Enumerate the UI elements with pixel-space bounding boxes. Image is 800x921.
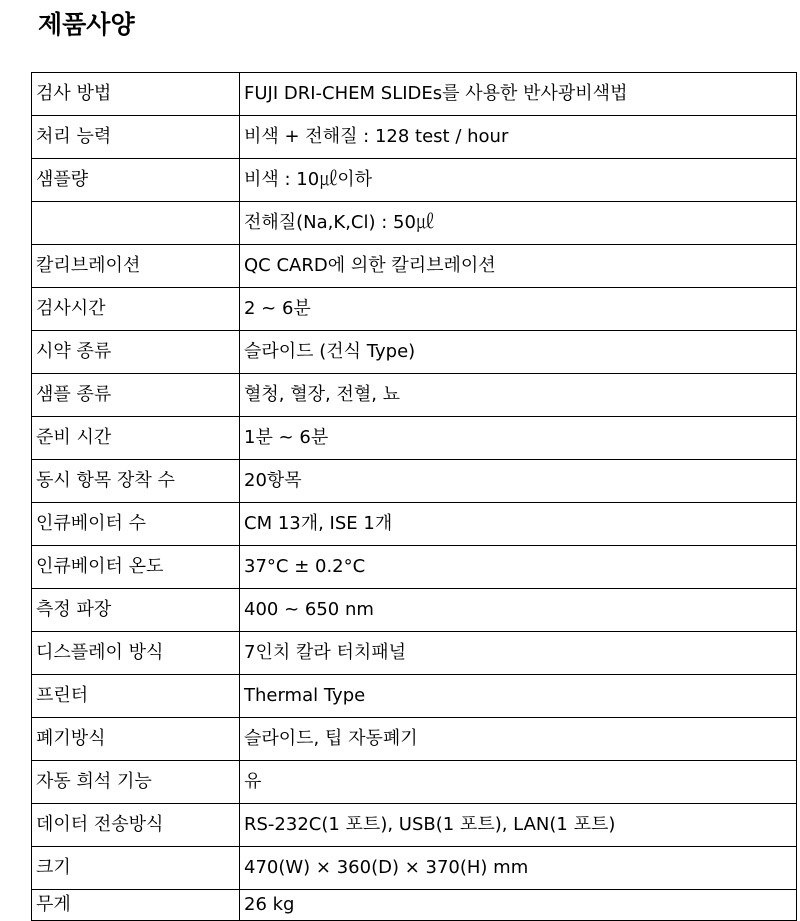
spec-value: 비색 : 10㎕이하 [240, 159, 797, 202]
table-row [32, 503, 797, 546]
spec-label: 샘플량 [32, 159, 240, 202]
spec-label: 데이터 전송방식 [32, 804, 240, 847]
spec-label: 처리 능력 [32, 116, 240, 159]
spec-label: 샘플 종류 [32, 374, 240, 417]
spec-value: CM 13개, ISE 1개 [240, 503, 797, 546]
spec-value: 비색 + 전해질 : 128 test / hour [240, 116, 797, 159]
spec-value: 1분 ~ 6분 [240, 417, 797, 460]
spec-label: 인큐베이터 수 [32, 503, 240, 546]
spec-label [32, 202, 240, 245]
spec-value: 26 kg [240, 890, 797, 921]
spec-value: 슬라이드, 팁 자동폐기 [240, 718, 797, 761]
table-row [32, 331, 797, 374]
table-row [32, 460, 797, 503]
spec-label: 크기 [32, 847, 240, 890]
table-row [32, 546, 797, 589]
spec-label: 시약 종류 [32, 331, 240, 374]
table-row [32, 73, 797, 116]
spec-value: 슬라이드 (건식 Type) [240, 331, 797, 374]
spec-table [31, 72, 797, 921]
spec-label: 폐기방식 [32, 718, 240, 761]
table-row [32, 632, 797, 675]
table-row [32, 890, 797, 921]
spec-value: 유 [240, 761, 797, 804]
spec-label: 준비 시간 [32, 417, 240, 460]
table-row [32, 718, 797, 761]
spec-value: 400 ~ 650 nm [240, 589, 797, 632]
spec-label: 자동 희석 기능 [32, 761, 240, 804]
table-row [32, 374, 797, 417]
table-row [32, 847, 797, 890]
table-row [32, 761, 797, 804]
table-row [32, 589, 797, 632]
table-row [32, 245, 797, 288]
spec-value: 혈청, 혈장, 전혈, 뇨 [240, 374, 797, 417]
spec-value: 7인치 칼라 터치패널 [240, 632, 797, 675]
spec-label: 인큐베이터 온도 [32, 546, 240, 589]
spec-label: 무게 [32, 890, 240, 921]
page-title: 제품사양 [38, 10, 135, 39]
spec-value: 전해질(Na,K,Cl) : 50㎕ [240, 202, 797, 245]
table-row [32, 417, 797, 460]
spec-label: 측정 파장 [32, 589, 240, 632]
spec-label: 디스플레이 방식 [32, 632, 240, 675]
spec-value: 470(W) × 360(D) × 370(H) mm [240, 847, 797, 890]
spec-label: 프린터 [32, 675, 240, 718]
table-row [32, 804, 797, 847]
spec-value: 37°C ± 0.2°C [240, 546, 797, 589]
spec-value: RS-232C(1 포트), USB(1 포트), LAN(1 포트) [240, 804, 797, 847]
table-row [32, 202, 797, 245]
spec-value: FUJI DRI-CHEM SLIDEs를 사용한 반사광비색법 [240, 73, 797, 116]
spec-label: 칼리브레이션 [32, 245, 240, 288]
spec-value: Thermal Type [240, 675, 797, 718]
table-row [32, 159, 797, 202]
spec-value: QC CARD에 의한 칼리브레이션 [240, 245, 797, 288]
spec-label: 검사 방법 [32, 73, 240, 116]
spec-value: 20항목 [240, 460, 797, 503]
spec-label: 동시 항목 장착 수 [32, 460, 240, 503]
table-row [32, 675, 797, 718]
spec-value: 2 ~ 6분 [240, 288, 797, 331]
spec-label: 검사시간 [32, 288, 240, 331]
table-row [32, 288, 797, 331]
table-row [32, 116, 797, 159]
